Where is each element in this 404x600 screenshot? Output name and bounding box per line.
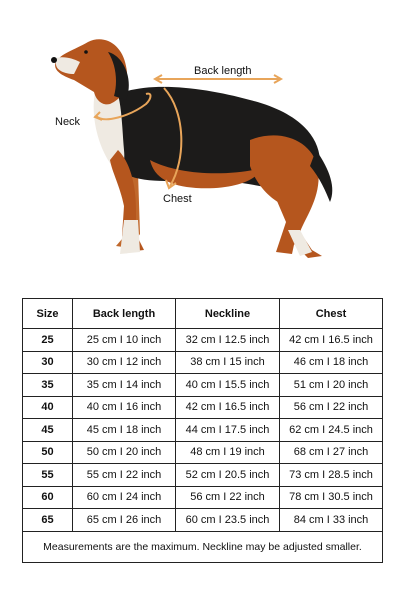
back-length-cell: 50 cm I 20 inch [73, 441, 176, 464]
table-row [23, 329, 383, 352]
dog-eye [84, 50, 88, 54]
size-cell: 30 [23, 351, 73, 374]
dog-nose [51, 57, 57, 63]
neckline-cell: 44 cm I 17.5 inch [176, 419, 280, 442]
neckline-cell: 42 cm I 16.5 inch [176, 396, 280, 419]
neckline-cell: 48 cm I 19 inch [176, 441, 280, 464]
back-length-cell: 40 cm I 16 inch [73, 396, 176, 419]
table-row [23, 374, 383, 397]
table-row [23, 464, 383, 487]
size-chart-table [22, 298, 383, 563]
size-cell: 65 [23, 509, 73, 532]
chest-cell: 56 cm I 22 inch [280, 396, 383, 419]
size-cell: 50 [23, 441, 73, 464]
neck-label: Neck [55, 116, 81, 128]
header-chest: Chest [280, 299, 383, 329]
neckline-cell: 32 cm I 12.5 inch [176, 329, 280, 352]
chest-cell: 68 cm I 27 inch [280, 441, 383, 464]
size-cell: 25 [23, 329, 73, 352]
neckline-cell: 38 cm I 15 inch [176, 351, 280, 374]
neckline-cell: 40 cm I 15.5 inch [176, 374, 280, 397]
table-footnote: Measurements are the maximum. Neckline may be adjusted smaller. [23, 531, 383, 562]
table-row [23, 396, 383, 419]
neckline-cell: 60 cm I 23.5 inch [176, 509, 280, 532]
table-row [23, 486, 383, 509]
header-neckline: Neckline [176, 299, 280, 329]
size-cell: 55 [23, 464, 73, 487]
table-footnote-row [23, 531, 383, 562]
dog-illustration [0, 0, 404, 270]
size-cell: 45 [23, 419, 73, 442]
header-size: Size [23, 299, 73, 329]
chest-cell: 42 cm I 16.5 inch [280, 329, 383, 352]
back-length-cell: 45 cm I 18 inch [73, 419, 176, 442]
neckline-cell: 56 cm I 22 inch [176, 486, 280, 509]
back-length-label: Back length [194, 65, 252, 77]
back-length-cell: 35 cm I 14 inch [73, 374, 176, 397]
chest-cell: 84 cm I 33 inch [280, 509, 383, 532]
chest-cell: 46 cm I 18 inch [280, 351, 383, 374]
size-cell: 35 [23, 374, 73, 397]
chest-cell: 78 cm I 30.5 inch [280, 486, 383, 509]
back-length-cell: 65 cm I 26 inch [73, 509, 176, 532]
header-back-length: Back length [73, 299, 176, 329]
neckline-cell: 52 cm I 20.5 inch [176, 464, 280, 487]
table-header-row [23, 299, 383, 329]
table-row [23, 441, 383, 464]
chest-cell: 51 cm I 20 inch [280, 374, 383, 397]
chest-cell: 73 cm I 28.5 inch [280, 464, 383, 487]
chest-label: Chest [163, 193, 192, 205]
table-row [23, 351, 383, 374]
chest-cell: 62 cm I 24.5 inch [280, 419, 383, 442]
back-length-cell: 30 cm I 12 inch [73, 351, 176, 374]
back-length-cell: 25 cm I 10 inch [73, 329, 176, 352]
table-row [23, 509, 383, 532]
dog-measurement-figure [0, 0, 404, 270]
table-row [23, 419, 383, 442]
back-length-cell: 60 cm I 24 inch [73, 486, 176, 509]
back-length-cell: 55 cm I 22 inch [73, 464, 176, 487]
size-cell: 40 [23, 396, 73, 419]
size-cell: 60 [23, 486, 73, 509]
